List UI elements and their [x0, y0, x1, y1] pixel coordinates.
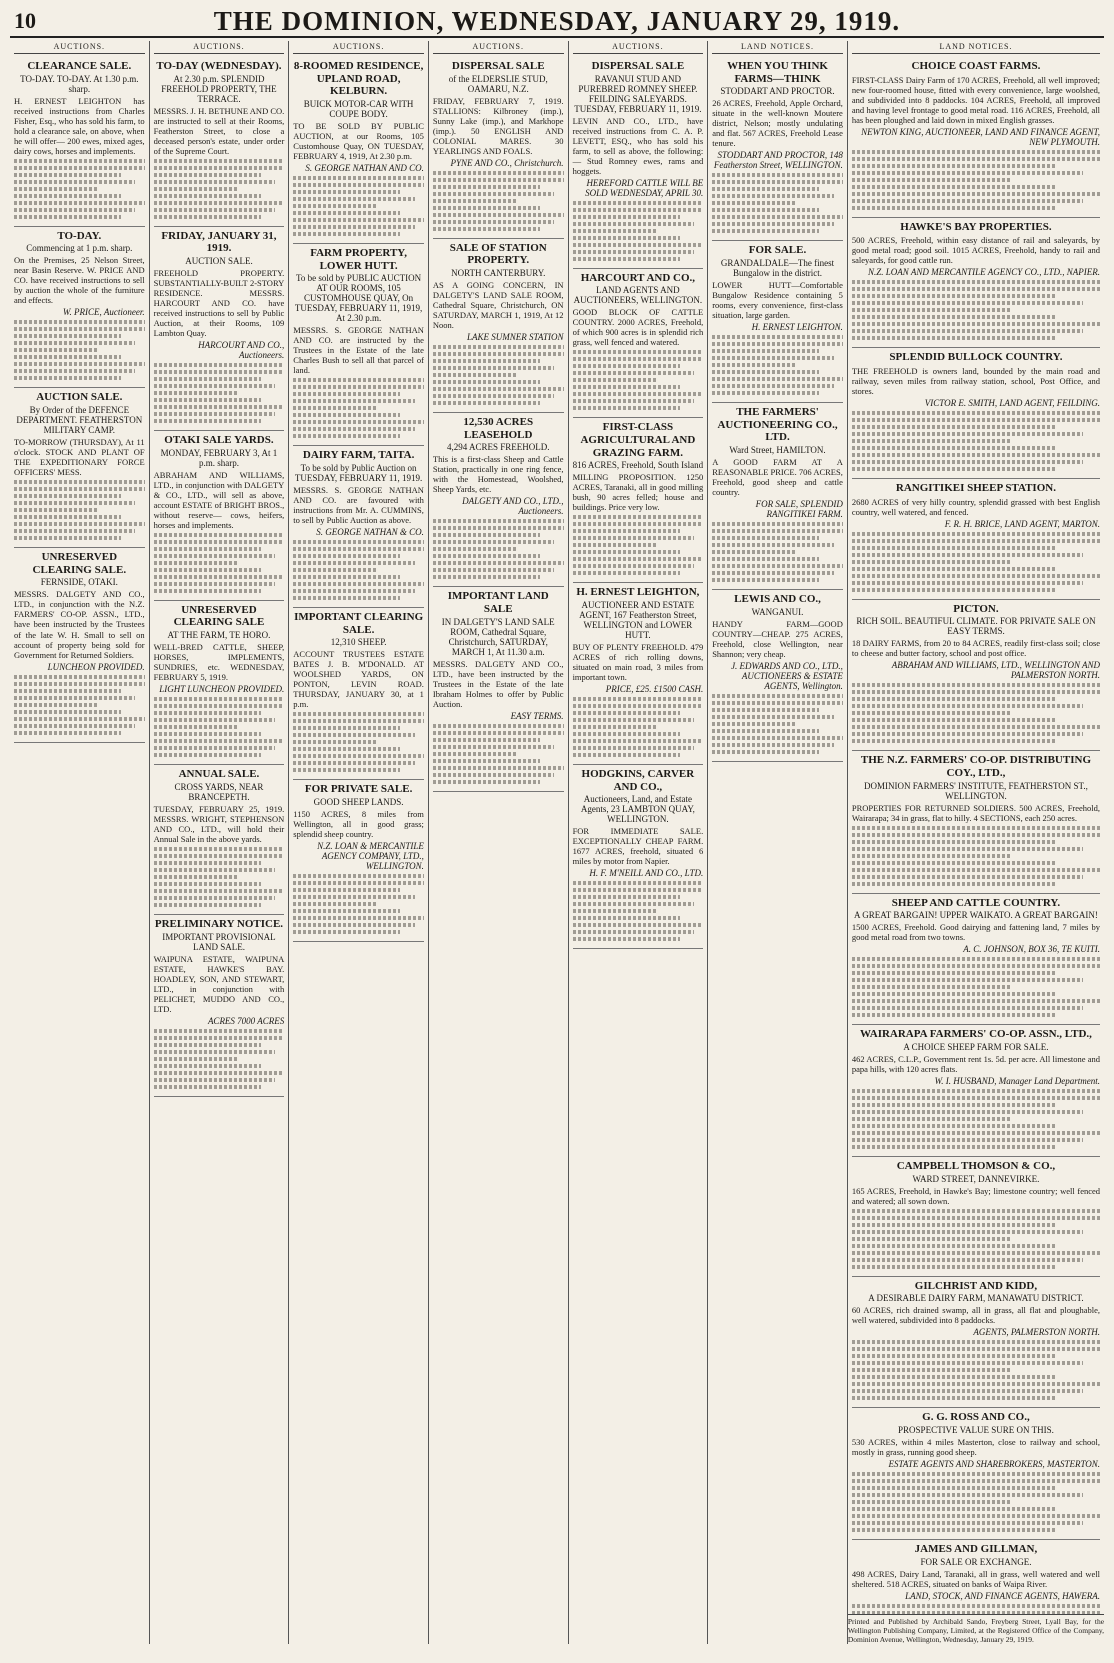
ad-signature: FOR SALE, SPLENDID RANGITIKEI FARM.: [755, 499, 843, 520]
advertisement: [293, 780, 424, 942]
ad-body: 498 ACRES, Dairy Land, Taranaki, all in grass, well watered and well sheltered. 518 ACRES, situated on banks of Waipa River.: [851, 1568, 1101, 1589]
ad-title: CLEARANCE SALE.: [27, 60, 132, 72]
ad-title: RANGITIKEI SHEEP STATION.: [895, 482, 1056, 495]
ad-subtitle: At 2.30 p.m. SPLENDID FREEHOLD PROPERTY, THE TERRACE.: [161, 73, 277, 104]
ad-title: FOR SALE.: [748, 244, 807, 257]
ad-signature: ESTATE AGENTS AND SHAREBROKERS, MASTERTON.: [888, 1459, 1101, 1470]
text-lines: [573, 515, 704, 575]
text-lines: [14, 320, 145, 380]
newspaper-page: [10, 6, 1104, 1651]
ad-title: SHEEP AND CATTLE COUNTRY.: [891, 896, 1061, 909]
ad-subtitle: AUCTIONEER AND ESTATE AGENT, 167 Featherston Street, WELLINGTON and LOWER HUTT.: [579, 600, 697, 641]
ad-subtitle: GRANDALDALE—The finest Bungalow in the district.: [720, 258, 835, 278]
ad-subtitle: A GREAT BARGAIN! UPPER WAIKATO. A GREAT BARGAIN!: [854, 910, 1098, 921]
column-header: LAND NOTICES.: [852, 41, 1100, 54]
ad-signature: LUNCHEON PROVIDED.: [47, 661, 145, 672]
advertisement: [14, 388, 145, 548]
advertisement: [852, 348, 1100, 479]
advertisement: [852, 751, 1100, 893]
advertisement: [573, 269, 704, 419]
advertisement: [154, 915, 285, 1097]
ad-subtitle: By Order of the DEFENCE DEPARTMENT. FEATHERSTON MILITARY CAMP.: [16, 405, 143, 436]
ad-body: PROPERTIES FOR RETURNED SOLDIERS. 500 ACRES, Freehold, Wairarapa; 34 in grass, flat to hilly. 4 SECTIONS, each 250 acres.: [851, 802, 1101, 823]
text-lines: [154, 159, 285, 219]
ad-signature: HEREFORD CATTLE WILL BE SOLD WEDNESDAY, APRIL 30.: [585, 177, 704, 198]
ad-title: AUCTION SALE.: [36, 391, 123, 404]
columns: [10, 41, 1104, 1644]
ad-body: TO BE SOLD BY PUBLIC AUCTION, at our Rooms, 105 Customhouse Quay, ON TUESDAY, FEBRUARY 4, 1919, At 2.30 p.m.: [293, 120, 424, 161]
ad-subtitle: IN DALGETY'S LAND SALE ROOM, Cathedral Square, Christchurch, SATURDAY, MARCH 1, At 11.30 a.m.: [441, 616, 555, 657]
ad-body: 60 ACRES, rich drained swamp, all in grass, all flat and ploughable, well watered, subdivided into 8 paddocks.: [851, 1305, 1101, 1326]
ad-signature: S. GEORGE NATHAN AND CO.: [305, 162, 424, 173]
advertisement: [573, 583, 704, 765]
ad-title: SPLENDID BULLOCK COUNTRY.: [889, 351, 1063, 364]
ad-signature: PYNE AND CO., Christchurch.: [450, 157, 564, 168]
text-lines: [852, 532, 1100, 592]
text-lines: [14, 675, 145, 735]
column-5: [569, 41, 709, 1644]
ad-subtitle: GOOD SHEEP LANDS.: [313, 797, 404, 808]
text-lines: [154, 1029, 285, 1089]
ad-body: FREEHOLD PROPERTY. SUBSTANTIALLY-BUILT 2-STORY RESIDENCE. MESSRS. HARCOURT AND CO. have received instructions to sell by Public Auction, at their Rooms, 109 Lambton Quay.: [153, 268, 285, 339]
ad-signature: J. EDWARDS AND CO., LTD., AUCTIONEERS & ESTATE AGENTS, Wellington.: [731, 660, 843, 691]
ad-subtitle: 4,294 ACRES FREEHOLD.: [446, 442, 550, 453]
ad-signature: N.Z. LOAN & MERCANTILE AGENCY COMPANY, LTD., WELLINGTON.: [317, 841, 424, 872]
ad-subtitle: NORTH CANTERBURY.: [451, 268, 546, 279]
ad-signature: H. F. M'NEILL AND CO., LTD.: [589, 868, 704, 879]
text-lines: [852, 150, 1100, 210]
ad-body: MESSRS. S. GEORGE NATHAN AND CO. are instructed by the Trustees in the Estate of the late Charles Bush to sell all that parcel of land.: [293, 325, 424, 376]
text-lines: [852, 1089, 1100, 1149]
ad-body: GOOD BLOCK OF CATTLE COUNTRY. 2000 ACRES, Freehold, of which 900 acres is in splendid rich grass, well fenced and watered.: [572, 307, 704, 348]
text-lines: [154, 363, 285, 423]
advertisement: [852, 1408, 1100, 1540]
ad-signature: LAKE SUMNER STATION: [467, 332, 564, 343]
ad-body: FRIDAY, FEBRUARY 7, 1919. STALLIONS: Kilbroney (imp.), Sunny Lake (imp.), and Markhope (imp.). 50 ENGLISH AND COLONIAL MARES. 30 YEARLINGS AND FOALS.: [432, 95, 564, 156]
text-lines: [293, 712, 424, 772]
ad-title: H. ERNEST LEIGHTON,: [576, 586, 700, 599]
ad-title: THE FARMERS' AUCTIONEERING CO., LTD.: [717, 406, 838, 444]
advertisement: [852, 600, 1100, 752]
ad-title: TO-DAY.: [57, 229, 102, 242]
advertisement: [573, 765, 704, 949]
ad-body: 500 ACRES, Freehold, within easy distance of rail and saleyards, by good metal road; good soil. 1015 ACRES, Freehold, handy to rail and saleyards, for good cattle run.: [851, 235, 1101, 266]
advertisement: [712, 403, 843, 590]
advertisement: [433, 587, 564, 791]
ad-subtitle: DOMINION FARMERS' INSTITUTE, FEATHERSTON ST., WELLINGTON.: [864, 780, 1088, 801]
ad-subtitle: WARD STREET, DANNEVIRKE.: [912, 1173, 1040, 1184]
ad-title: IMPORTANT CLEARING SALE.: [294, 611, 424, 636]
ad-subtitle: STODDART AND PROCTOR.: [720, 86, 835, 97]
advertisement: [852, 57, 1100, 218]
advertisement: [154, 227, 285, 431]
ad-body: 2680 ACRES of very hilly country, splendid grassed with best English country, well watered, and fenced.: [851, 496, 1101, 517]
text-lines: [573, 201, 704, 261]
ad-title: DISPERSAL SALE: [451, 60, 545, 72]
advertisement: [573, 57, 704, 269]
text-lines: [852, 957, 1100, 1017]
ad-title: CHOICE COAST FARMS.: [911, 60, 1041, 72]
advertisement: [712, 590, 843, 762]
ad-title: G. G. ROSS AND CO.,: [922, 1411, 1030, 1424]
ad-body: 462 ACRES, C.L.P., Government rent 1s. 5d. per acre. All limestone and papa hills, with 120 acres flats.: [851, 1054, 1101, 1075]
text-lines: [712, 173, 843, 233]
advertisement: [852, 479, 1100, 600]
advertisement: [852, 1025, 1100, 1157]
text-lines: [852, 1472, 1100, 1532]
text-lines: [14, 159, 145, 219]
text-lines: [293, 874, 424, 934]
ad-title: DAIRY FARM, TAITA.: [302, 449, 415, 462]
ad-body: This is a first-class Sheep and Cattle Station, practically in one ring fence, with the Homestead, Woolshed, Sheep Yards, etc.: [432, 454, 564, 495]
column-4: [429, 41, 569, 1644]
text-lines: [852, 683, 1100, 743]
ad-subtitle: To be sold by Public Auction on TUESDAY, FEBRUARY 11, 1919.: [294, 462, 423, 483]
ad-title: HAWKE'S BAY PROPERTIES.: [900, 220, 1052, 233]
ad-body: H. ERNEST LEIGHTON has received instructions from Charles Fisher, Esq., who has sold his farm, to hold a clearance sale, on above, when he will offer— 200 ewes, mixed ages, dairy cows, horses and implements.: [14, 95, 145, 156]
masthead: [10, 6, 1104, 38]
advertisement: [154, 601, 285, 765]
advertisement: [852, 218, 1100, 349]
column-header: AUCTIONS.: [573, 41, 704, 54]
text-lines: [293, 378, 424, 438]
ad-subtitle: BUICK MOTOR-CAR WITH COUPE BODY.: [303, 98, 414, 119]
ad-subtitle: 816 ACRES, Freehold, South Island: [572, 460, 704, 471]
ad-title: LEWIS AND CO.,: [734, 593, 821, 606]
ad-title: WAIRARAPA FARMERS' CO-OP. ASSN., LTD.,: [859, 1028, 1092, 1041]
text-lines: [433, 519, 564, 579]
advertisement: [433, 57, 564, 239]
advertisement: [293, 244, 424, 446]
ad-body: 1150 ACRES, 8 miles from Wellington, all in good grass; splendid sheep country.: [293, 809, 424, 840]
advertisement: [573, 418, 704, 583]
ad-subtitle: RICH SOIL. BEAUTIFUL CLIMATE. FOR PRIVATE SALE ON EASY TERMS.: [856, 616, 1096, 637]
ad-subtitle: A DESIRABLE DAIRY FARM, MANAWATU DISTRICT.: [868, 1293, 1084, 1304]
column-6: [708, 41, 848, 1644]
column-header: AUCTIONS.: [14, 41, 145, 54]
advertisement: [852, 1157, 1100, 1277]
column-header: AUCTIONS.: [154, 41, 285, 54]
ad-title: 12,530 ACRES LEASEHOLD: [463, 416, 534, 441]
text-lines: [852, 826, 1100, 886]
ad-signature: STODDART AND PROCTOR, 148 Featherston Street, WELLINGTON.: [713, 150, 843, 171]
ad-subtitle: FOR SALE OR EXCHANGE.: [920, 1556, 1032, 1567]
ad-body: A GOOD FARM AT A REASONABLE PRICE. 706 ACRES, Freehold, good sheep and cattle country.: [712, 456, 843, 498]
ad-subtitle: CROSS YARDS, NEAR BRANCEPETH.: [174, 781, 264, 802]
ad-body: ABRAHAM AND WILLIAMS, LTD., in conjunction with DALGETY & CO., LTD., will sell as above, account ESTATE of BRIGHT BROS., without reserve— cows, heifers, horses and implements.: [153, 469, 285, 530]
text-lines: [852, 411, 1100, 471]
ad-title: HARCOURT AND CO.,: [580, 271, 696, 284]
ad-body: WELL-BRED CATTLE, SHEEP, HORSES, IMPLEMENTS, SUNDRIES, etc. WEDNESDAY, FEBRUARY 5, 1919.: [153, 642, 285, 683]
ad-subtitle: WANGANUI.: [751, 606, 804, 617]
advertisement: [154, 57, 285, 227]
ad-signature: EASY TERMS.: [510, 710, 564, 721]
text-lines: [712, 522, 843, 582]
ad-title: IMPORTANT LAND SALE: [447, 590, 549, 616]
text-lines: [154, 697, 285, 757]
ad-subtitle: MONDAY, FEBRUARY 3, At 1 p.m. sharp.: [160, 447, 278, 468]
ad-title: UNRESERVED CLEARING SALE: [173, 603, 265, 629]
page-number: 10: [14, 8, 36, 33]
ad-title: ANNUAL SALE.: [178, 768, 260, 781]
ad-body: AS A GOING CONCERN, IN DALGETY'S LAND SALE ROOM, Cathedral Square, Christchurch, ON SATURDAY, MARCH 1, 1919, At 12 Noon.: [432, 280, 564, 331]
ad-title: PICTON.: [953, 602, 999, 615]
ad-title: OTAKI SALE YARDS.: [164, 434, 274, 447]
advertisement: [14, 548, 145, 742]
ad-title: CAMPBELL THOMSON & CO.,: [896, 1160, 1056, 1173]
ad-title: SALE OF STATION PROPERTY.: [449, 241, 547, 267]
ad-subtitle: Ward Street, HAMILTON.: [729, 444, 826, 455]
ad-title: DISPERSAL SALE: [591, 60, 685, 72]
ad-signature: F. R. H. BRICE, LAND AGENT, MARTON.: [944, 518, 1101, 529]
advertisement: [293, 57, 424, 244]
ad-signature: HARCOURT AND CO., Auctioneers.: [198, 340, 285, 361]
column-3: [289, 41, 429, 1644]
text-lines: [573, 881, 704, 941]
text-lines: [852, 280, 1100, 340]
advertisement: [293, 446, 424, 608]
ad-signature: PRICE, £25. £1500 CASH.: [605, 684, 704, 695]
text-lines: [712, 694, 843, 754]
text-lines: [433, 724, 564, 784]
text-lines: [433, 345, 564, 405]
ad-signature: LAND, STOCK, AND FINANCE AGENTS, HAWERA.: [905, 1590, 1101, 1601]
column-header: AUCTIONS.: [293, 41, 424, 54]
ad-body: 1500 ACRES, Freehold. Good dairying and fattening land, 7 miles by good metal road from two towns.: [851, 922, 1101, 943]
ad-body: TUESDAY, FEBRUARY 25, 1919. MESSRS. WRIGHT, STEPHENSON AND CO., LTD., will hold their Annual Sale in the above yards.: [153, 803, 285, 844]
ad-title: GILCHRIST AND KIDD,: [914, 1279, 1038, 1292]
advertisement: [293, 608, 424, 780]
ad-subtitle: FERNSIDE, OTAKI.: [40, 577, 118, 588]
column-header: AUCTIONS.: [433, 41, 564, 54]
ad-body: BUY OF PLENTY FREEHOLD. 479 ACRES of rich rolling downs, situated on main road, 3 miles from important town.: [572, 642, 704, 683]
advertisement: [154, 765, 285, 915]
ad-signature: N.Z. LOAN AND MERCANTILE AGENCY CO., LTD., NAPIER.: [868, 267, 1101, 278]
ad-body: 165 ACRES, Freehold, in Hawke's Bay; limestone country; well fenced and watered; all sown down.: [851, 1185, 1101, 1206]
ad-body: ACCOUNT TRUSTEES ESTATE BATES J. B. M'DONALD. AT WOOLSHED YARDS, ON PONTON, LEVIN ROAD. THURSDAY, JANUARY 30, at 1 p.m.: [293, 649, 424, 710]
ad-title: HODGKINS, CARVER AND CO.,: [581, 768, 695, 793]
ad-body: MESSRS. DALGETY AND CO., LTD., have been instructed by the Trustees in the Estate of the late Ibraham Holmes to offer by Public Auction.: [432, 658, 564, 709]
ad-signature: ACRES 7000 ACRES: [207, 1015, 285, 1026]
ad-signature: AGENTS, PALMERSTON NORTH.: [973, 1327, 1101, 1338]
text-lines: [852, 1209, 1100, 1269]
ad-title: UNRESERVED CLEARING SALE.: [32, 551, 127, 576]
ad-body: FIRST-CLASS Dairy Farm of 170 ACRES, Freehold, all well improved; new four-roomed house, fitted with every convenience, large woolshed, and subdivided into 8 paddocks. 104 ACRES, Freehold, all improved and having level frontage to good metal road. 116 ACRES, Freehold, all has been ploughed and laid down in mixed English grasses.: [851, 74, 1101, 125]
ad-body: FOR IMMEDIATE SALE. EXCEPTIONALLY CHEAP FARM. 1677 ACRES, freehold, situated 6 miles by motor from Napier.: [572, 826, 704, 867]
ad-title: WHEN YOU THINK FARMS—THINK: [727, 60, 828, 85]
ad-subtitle: TO-DAY. TO-DAY. At 1.30 p.m. sharp.: [20, 73, 139, 94]
ad-subtitle: RAVANUI STUD AND PUREBRED ROMNEY SHEEP. FEILDING SALEYARDS. TUESDAY, FEBRUARY 11, 1919.: [574, 73, 702, 114]
text-lines: [573, 697, 704, 757]
text-lines: [433, 171, 564, 231]
text-lines: [14, 480, 145, 540]
ad-title: FARM PROPERTY, LOWER HUTT.: [310, 246, 407, 272]
ad-body: HANDY FARM—GOOD COUNTRY—CHEAP. 275 ACRES, Freehold, close Wellington, near Shannon; very cheap.: [712, 618, 843, 659]
ad-body: WAIPUNA ESTATE, WAIPUNA ESTATE, HAWKE'S BAY. HOADLEY, SON, AND STEWART, LTD., in conjunction with PELICHET, MUDDO AND CO., LTD.: [153, 953, 285, 1014]
column-1: [10, 41, 150, 1644]
ad-subtitle: To be sold by PUBLIC AUCTION AT OUR ROOMS, 105 CUSTOMHOUSE QUAY, On TUESDAY, FEBRUARY 11, 1919, At 2.30 p.m.: [294, 273, 423, 324]
ad-body: MESSRS. DALGETY AND CO., LTD., in conjunction with the N.Z. FARMERS' CO-OP. ASSN., LTD., have been instructed by the Trustees of the late W. H. Small to sell on account of property being sold for Government for Returned Soldiers.: [14, 589, 145, 660]
advertisement: [433, 413, 564, 587]
text-lines: [712, 335, 843, 395]
ad-signature: VICTOR E. SMITH, LAND AGENT, FEILDING.: [924, 398, 1101, 409]
ad-body: THE FREEHOLD is owners land, bounded by the main road and railway, seven miles from railway station, school, Post Office, and stores.: [851, 366, 1101, 397]
ad-signature: ABRAHAM AND WILLIAMS, LTD., WELLINGTON AND PALMERSTON NORTH.: [891, 660, 1101, 681]
ad-title: THE N.Z. FARMERS' CO-OP. DISTRIBUTING COY., LTD.,: [860, 754, 1091, 780]
ad-signature: A. C. JOHNSON, BOX 36, TE KUITI.: [963, 944, 1101, 955]
text-lines: [293, 176, 424, 236]
text-lines: [852, 1340, 1100, 1400]
ad-body: 18 DAIRY FARMS, from 20 to 84 ACRES, readily first-class soil; close to cheese and butter factory, school and post office.: [851, 638, 1101, 659]
ad-body: On the Premises, 25 Nelson Street, near Basin Reserve. W. PRICE AND CO. have received instructions to sell by auction the whole of the furniture and effects.: [14, 255, 145, 306]
ad-signature: NEWTON KING, AUCTIONEER, LAND AND FINANCE AGENT, NEW PLYMOUTH.: [861, 126, 1101, 147]
text-lines: [154, 847, 285, 907]
ad-subtitle: of the ELDERSLIE STUD, OAMARU, N.Z.: [448, 73, 548, 94]
ad-title: FRIDAY, JANUARY 31, 1919.: [161, 229, 277, 255]
ad-subtitle: Auctioneers, Land, and Estate Agents, 23 LAMBTON QUAY, WELLINGTON.: [580, 794, 695, 825]
advertisement: [14, 227, 145, 389]
column-header: LAND NOTICES.: [712, 41, 843, 54]
ad-signature: H. ERNEST LEIGHTON.: [751, 322, 843, 333]
ad-body: 530 ACRES, within 4 miles Masterton, close to railway and school, mostly in grass, running good sheep.: [851, 1437, 1101, 1458]
ad-title: JAMES AND GILLMAN,: [914, 1543, 1038, 1556]
advertisement: [712, 241, 843, 403]
column-2: [150, 41, 290, 1644]
advertisement: [852, 1277, 1100, 1409]
ad-subtitle: Commencing at 1 p.m. sharp.: [26, 243, 133, 254]
ad-signature: W. I. HUSBAND, Manager Land Department.: [934, 1076, 1101, 1087]
ad-title: PRELIMINARY NOTICE.: [154, 917, 284, 930]
ad-signature: W. PRICE, Auctioneer.: [62, 307, 145, 318]
ad-signature: DALGETY AND CO., LTD., Auctioneers.: [462, 496, 564, 517]
ad-body: LOWER HUTT—Comfortable Bungalow Residence containing 5 rooms, every convenience, first-class situation, large garden.: [712, 280, 843, 321]
ad-body: TO-MORROW (THURSDAY), At 11 o'clock. STOCK AND PLANT OF THE EXPEDITIONARY FORCE OFFICERS' MESS.: [14, 437, 145, 478]
printer-imprint: Printed and Published by Archibald Sando, Freyberg Street, Lyall Bay, for the Wellington Publishing Company, Limited, at the Registered Office of the Company, Dominion Avenue, Wellington, Wednesday, January 29, 1919.: [848, 1614, 1104, 1644]
advertisement: [852, 894, 1100, 1026]
text-lines: [573, 350, 704, 410]
ad-subtitle: 12,310 SHEEP.: [330, 637, 387, 648]
ad-subtitle: IMPORTANT PROVISIONAL LAND SALE.: [162, 931, 276, 952]
ad-title: TO-DAY (WEDNESDAY).: [156, 60, 282, 72]
column-7: [848, 41, 1104, 1644]
ad-body: MESSRS. S. GEORGE NATHAN AND CO. are favoured with instructions from Mr. A. CUMMINS, to sell by Public Auction as above.: [293, 484, 424, 526]
ad-body: LEVIN AND CO., LTD., have received instructions from C. A. P. LEVETT, ESQ., who has sold his farm, to sell as above, the following:— Stud Romney ewes, rams and hoggets.: [572, 115, 704, 176]
ad-body: 26 ACRES, Freehold, Apple Orchard, situate in the well-known Moutere district, Nelson; mostly undulating and flat. 567 ACRES, Freehold Lease tenure.: [712, 98, 843, 149]
ad-title: FIRST-CLASS AGRICULTURAL AND GRAZING FARM.: [580, 421, 696, 459]
text-lines: [293, 540, 424, 600]
ad-subtitle: AUCTION SALE.: [185, 256, 253, 266]
advertisement: [433, 239, 564, 413]
advertisement: [14, 57, 145, 227]
advertisement: [712, 57, 843, 241]
ad-signature: S. GEORGE NATHAN & CO.: [316, 527, 424, 538]
ad-body: MESSRS. J. H. BETHUNE AND CO. are instructed to sell at their Rooms, Featherston Street, to close a deceased person's estate, under order of the Supreme Court.: [153, 105, 285, 156]
ad-title: FOR PRIVATE SALE.: [304, 783, 413, 796]
ad-subtitle: PROSPECTIVE VALUE SURE ON THIS.: [898, 1425, 1054, 1436]
text-lines: [154, 533, 285, 593]
ad-title: 8-ROOMED RESIDENCE, UPLAND ROAD, KELBURN.: [293, 60, 424, 98]
advertisement: [154, 431, 285, 601]
ad-subtitle: AT THE FARM, TE HORO.: [167, 630, 271, 641]
ad-body: MILLING PROPOSITION. 1250 ACRES, Taranaki, all in good milling bush, 90 acres felled; house and buildings. Price very low.: [572, 472, 704, 513]
newspaper-title: THE DOMINION, WEDNESDAY, JANUARY 29, 1919.: [213, 6, 901, 36]
ad-subtitle: A CHOICE SHEEP FARM FOR SALE.: [903, 1042, 1049, 1053]
ad-subtitle: LAND AGENTS AND AUCTIONEERS, WELLINGTON.: [573, 285, 703, 306]
ad-signature: LIGHT LUNCHEON PROVIDED.: [159, 684, 285, 695]
